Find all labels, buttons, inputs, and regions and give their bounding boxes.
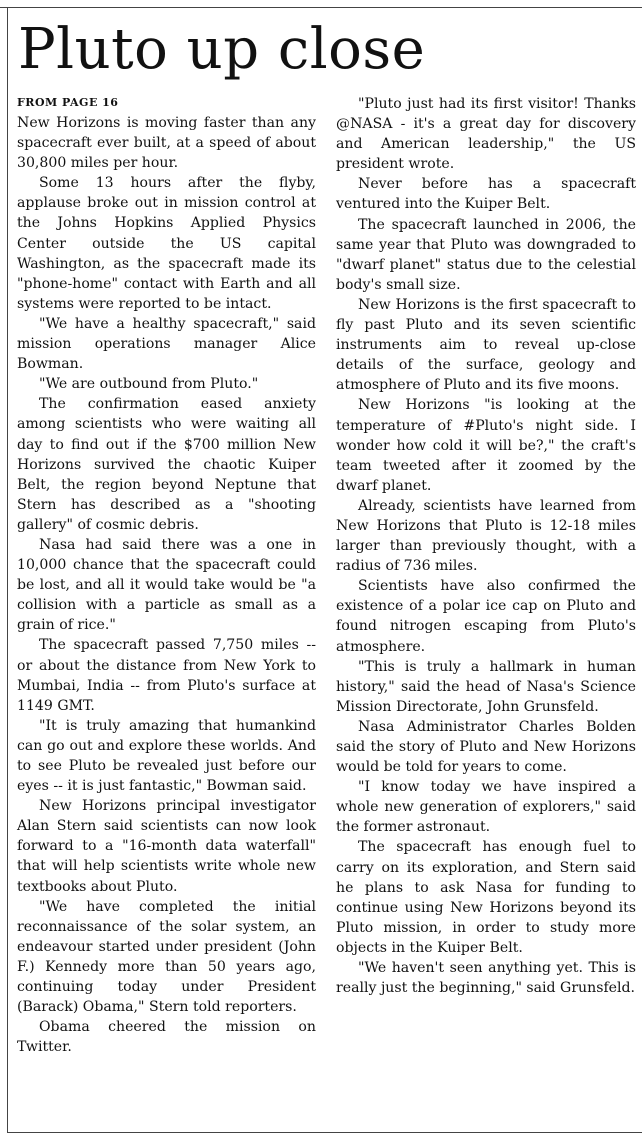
paragraph: Some 13 hours after the flyby, applause broke out in mission control at the Johns Hopkins Applied Physics Center outside the US capital Washington, as the spacecraft made its "phone-home" contact with Earth and all systems were reported to be intact. <box>17 175 316 312</box>
paragraph: "Pluto just had its first visitor! Thanks @NASA - it's a great day for discovery and American leadership," the US president wrote. <box>336 96 636 173</box>
paragraph: The spacecraft passed 7,750 miles -- or about the distance from New York to Mumbai, India -- from Pluto's surface at 1149 GMT. <box>17 637 316 714</box>
left-border-rule <box>7 7 8 1132</box>
paragraph: "We have completed the initial reconnaissance of the solar system, an endeavour started under president (John F.) Kennedy more than 50 years ago, continuing today under President (Barack) Obama," Stern told reporters. <box>17 898 316 1016</box>
paragraph: "We haven't seen anything yet. This is really just the beginning," said Grunsfeld. <box>336 960 636 997</box>
bottom-rule <box>7 1132 642 1133</box>
paragraph: "I know today we have inspired a whole new generation of explorers," said the former astronaut. <box>336 779 636 836</box>
paragraph: Obama cheered the mission on Twitter. <box>17 1019 316 1056</box>
paragraph: "We have a healthy spacecraft," said mission operations manager Alice Bowman. <box>17 315 316 373</box>
paragraph: "It is truly amazing that humankind can go out and explore these worlds. And to see Pluto be revealed just before our eyes -- it is just fantastic," Bowman said. <box>17 717 316 795</box>
paragraph: The spacecraft launched in 2006, the same year that Pluto was downgraded to "dwarf planet" status due to the celestial body's small size. <box>336 216 636 293</box>
article-column-left <box>17 113 316 1057</box>
paragraph: New Horizons is moving faster than any spacecraft ever built, at a speed of about 30,800 miles per hour. <box>17 115 316 172</box>
top-rule <box>0 7 642 8</box>
paragraph: The confirmation eased anxiety among scientists who were waiting all day to find out if the $700 million New Horizons survived the chaotic Kuiper Belt, the region beyond Neptune that Stern has described as a "shooting gallery" of cosmic debris. <box>17 396 316 533</box>
paragraph: New Horizons "is looking at the temperature of #Pluto's night side. I wonder how cold it will be?," the craft's team tweeted after it zoomed by the dwarf planet. <box>336 397 636 494</box>
paragraph: Nasa had said there was a one in 10,000 chance that the spacecraft could be lost, and all it would take would be "a collision with a particle as small as a grain of rice." <box>17 536 316 634</box>
continued-from-label: FROM PAGE 16 <box>17 96 119 109</box>
paragraph: Scientists have also confirmed the existence of a polar ice cap on Pluto and found nitrogen escaping from Pluto's atmosphere. <box>336 578 636 655</box>
paragraph: New Horizons is the first spacecraft to fly past Pluto and its seven scientific instruments aim to reveal up-close details of the surface, geology and atmosphere of Pluto and its five moons. <box>336 296 636 394</box>
paragraph: The spacecraft has enough fuel to carry on its exploration, and Stern said he plans to ask Nasa for funding to continue using New Horizons beyond its Pluto mission, in order to study more objects in the Kuiper Belt. <box>336 839 636 956</box>
headline: Pluto up close <box>18 17 426 82</box>
paragraph: "This is truly a hallmark in human history," said the head of Nasa's Science Mission Directorate, John Grunsfeld. <box>336 658 636 715</box>
paragraph: Already, scientists have learned from New Horizons that Pluto is 12-18 miles larger than previously thought, with a radius of 736 miles. <box>336 497 636 575</box>
article-column-right <box>336 94 636 998</box>
paragraph: Nasa Administrator Charles Bolden said the story of Pluto and New Horizons would be told for years to come. <box>336 718 636 776</box>
paragraph: Never before has a spacecraft ventured into the Kuiper Belt. <box>336 176 636 213</box>
paragraph: "We are outbound from Pluto." <box>39 376 259 393</box>
paragraph: New Horizons principal investigator Alan Stern said scientists can now look forward to a "16-month data waterfall" that will help scientists write whole new textbooks about Pluto. <box>17 798 316 895</box>
